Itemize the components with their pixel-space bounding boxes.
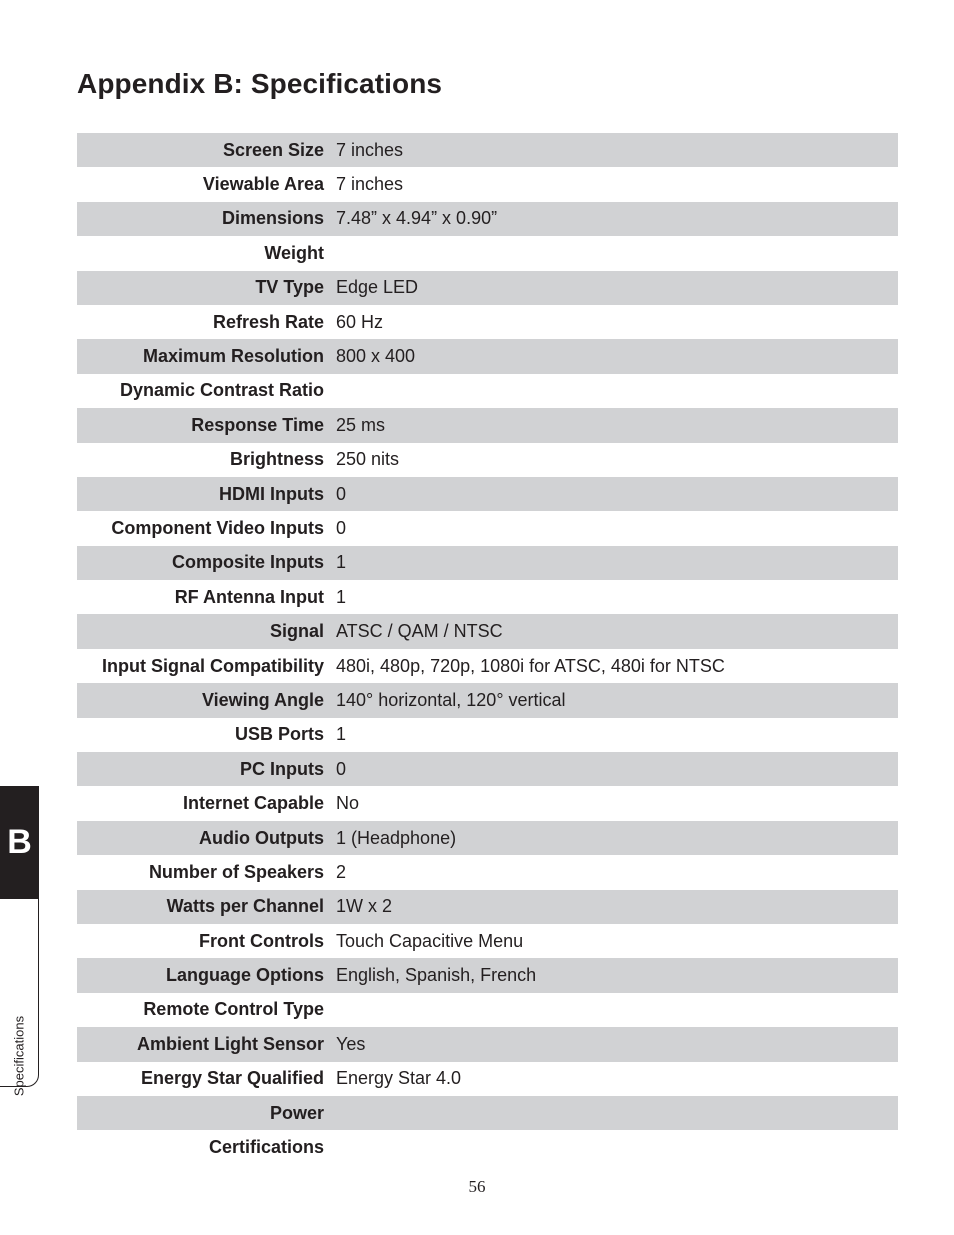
spec-value: ATSC / QAM / NTSC (336, 621, 503, 642)
table-row (77, 718, 898, 752)
table-row (77, 339, 898, 373)
spec-label: Component Video Inputs (111, 517, 324, 538)
table-row (77, 924, 898, 958)
spec-value: Energy Star 4.0 (336, 1068, 462, 1089)
spec-label: Watts per Channel (166, 896, 324, 917)
table-row (77, 1096, 898, 1130)
spec-value: 7.48” x 4.94” x 0.90” (336, 208, 498, 229)
spec-label: Screen Size (222, 139, 324, 160)
spec-value: 1 (336, 552, 347, 573)
section-tab-label: Specifications (11, 1015, 27, 1097)
table-row (77, 821, 898, 855)
table-row (77, 752, 898, 786)
spec-label: HDMI Inputs (219, 483, 324, 504)
spec-value: 250 nits (336, 449, 400, 470)
table-row (77, 958, 898, 992)
spec-label: Viewing Angle (201, 689, 324, 710)
spec-value: 7 inches (336, 174, 404, 195)
table-row (77, 236, 898, 270)
spec-value: 480i, 480p, 720p, 1080i for ATSC, 480i for NTSC (336, 655, 725, 676)
table-row (77, 786, 898, 820)
table-row (77, 993, 898, 1027)
spec-value: 1 (336, 586, 347, 607)
spec-value: No (336, 793, 360, 814)
spec-label: Language Options (165, 965, 324, 986)
table-row (77, 683, 898, 717)
spec-label: Number of Speakers (148, 861, 324, 882)
spec-label: TV Type (255, 277, 324, 298)
table-row (77, 614, 898, 648)
spec-value: 7 inches (336, 139, 404, 160)
table-row (77, 580, 898, 614)
spec-label: Ambient Light Sensor (136, 1033, 324, 1054)
spec-value: 60 Hz (336, 311, 384, 332)
table-row (77, 1062, 898, 1096)
table-row (77, 374, 898, 408)
table-row (77, 649, 898, 683)
spec-label: Weight (264, 242, 324, 263)
table-row (77, 1027, 898, 1061)
table-row (77, 855, 898, 889)
section-tab (0, 786, 39, 1097)
table-row (77, 408, 898, 442)
spec-label: Audio Outputs (199, 827, 324, 848)
spec-label: Remote Control Type (143, 999, 324, 1020)
spec-label: Input Signal Compatibility (102, 655, 324, 676)
spec-label: Internet Capable (182, 793, 324, 814)
table-row (77, 443, 898, 477)
spec-value: 800 x 400 (336, 346, 416, 367)
spec-label: Viewable Area (202, 174, 324, 195)
table-row (77, 1130, 898, 1164)
spec-label: Brightness (229, 449, 324, 470)
spec-label: Front Controls (199, 930, 324, 951)
table-row (77, 305, 898, 339)
spec-value: 25 ms (336, 414, 386, 435)
spec-label: Dynamic Contrast Ratio (119, 380, 324, 401)
table-row (77, 511, 898, 545)
spec-label: Signal (269, 621, 324, 642)
spec-value: Yes (336, 1033, 366, 1054)
spec-label: PC Inputs (240, 758, 324, 779)
table-row (77, 202, 898, 236)
section-tab-letter: B (0, 786, 39, 899)
table-row (77, 167, 898, 201)
spec-label: Power (269, 1102, 324, 1123)
spec-value: 0 (336, 517, 347, 538)
table-row (77, 271, 898, 305)
spec-value: 2 (336, 861, 347, 882)
page-number: 56 (468, 1177, 486, 1196)
section-tab-body (0, 899, 39, 1097)
spec-label: Maximum Resolution (142, 346, 324, 367)
spec-value: English, Spanish, French (336, 965, 537, 986)
spec-value: 0 (336, 758, 347, 779)
specifications-table (77, 133, 898, 1165)
spec-label: Energy Star Qualified (140, 1068, 324, 1089)
table-row (77, 890, 898, 924)
spec-label: USB Ports (234, 724, 324, 745)
spec-value: 1W x 2 (336, 896, 393, 917)
table-row (77, 477, 898, 511)
spec-label: Dimensions (221, 208, 324, 229)
table-row (77, 133, 898, 167)
table-row (77, 546, 898, 580)
spec-label: Refresh Rate (212, 311, 324, 332)
spec-value: 0 (336, 483, 347, 504)
spec-value: Touch Capacitive Menu (336, 930, 524, 951)
spec-value: Edge LED (336, 277, 419, 298)
page-title: Appendix B: Specifications (77, 68, 443, 99)
spec-label: RF Antenna Input (174, 586, 324, 607)
spec-label: Certifications (208, 1137, 324, 1158)
spec-value: 1 (336, 724, 347, 745)
spec-label: Response Time (191, 414, 324, 435)
spec-label: Composite Inputs (172, 552, 324, 573)
spec-value: 140° horizontal, 120° vertical (336, 689, 566, 710)
spec-value: 1 (Headphone) (336, 827, 457, 848)
